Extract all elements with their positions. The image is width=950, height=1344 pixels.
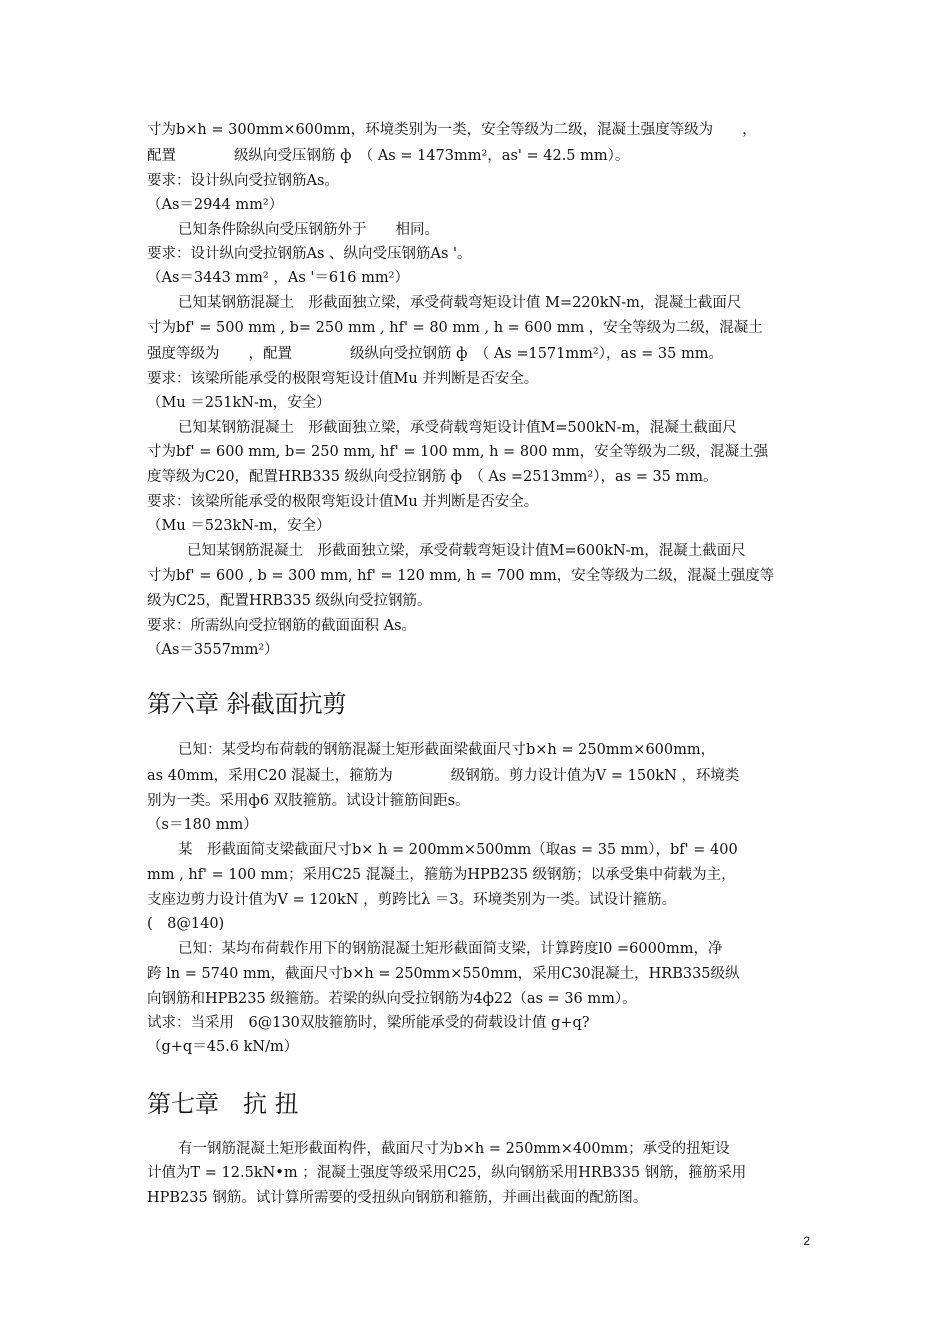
answer-line: （s＝180 mm）	[147, 817, 258, 833]
text-line: 寸为b×h = 300mm×600mm，环境类别为一类，安全等级为二级，混凝土强度等级为 ，	[147, 122, 757, 138]
text-line: 别为一类。采用ф6 双肢箍筋。试设计箍筋间距s。	[147, 793, 470, 809]
text-line: 计值为T = 12.5kN•m ；混凝土强度等级采用C25，纵向钢筋采用HRB335 钢筋，箍筋采用	[147, 1165, 747, 1181]
text-line: 有一钢筋混凝土矩形截面构件，截面尺寸为b×h = 250mm×400mm；承受的扭矩设	[178, 1141, 730, 1157]
text-line: 要求：该梁所能承受的极限弯矩设计值Mu 并判断是否安全。	[147, 494, 539, 510]
text-line: 支座边剪力设计值为V = 120kN ，剪跨比λ ＝3。环境类别为一类。试设计箍筋。	[147, 892, 677, 908]
text-line: 已知：某均布荷载作用下的钢筋混凝土矩形截面简支梁，计算跨度l0 =6000mm，净	[178, 941, 723, 957]
text-line: 寸为bf' = 600 , b = 300 mm, hf' = 120 mm, h = 700 mm，安全等级为二级，混凝土强度等	[147, 568, 775, 584]
text-line: 已知某钢筋混凝土 形截面独立梁，承受荷载弯矩设计值M=600kN-m，混凝土截面尺	[187, 543, 746, 559]
text-line: 某 形截面简支梁截面尺寸b× h = 200mm×500mm（取as = 35 mm），bf' = 400	[178, 842, 738, 858]
answer-line: （g+q＝45.6 kN/m）	[147, 1039, 299, 1055]
text-line: as 40mm，采用C20 混凝土，箍筋为 级钢筋。剪力设计值为V = 150kN ，环境类	[147, 768, 740, 784]
page-number: 2	[803, 1234, 810, 1248]
text-line: 已知某钢筋混凝土 形截面独立梁，承受荷载弯矩设计值 M=220kN-m，混凝土截面尺	[178, 295, 742, 311]
text-line: mm , hf' = 100 mm；采用C25 混凝土，箍筋为HPB235 级钢筋；以承受集中荷载为主，	[147, 867, 736, 883]
text-line: 级为C25，配置HRB335 级纵向受拉钢筋。	[147, 593, 432, 609]
text-line: 已知：某受均布荷载的钢筋混凝土矩形截面梁截面尺寸b×h = 250mm×600mm，	[178, 742, 716, 758]
text-line: 配置 级纵向受压钢筋 ф （ As = 1473mm²，as' = 42.5 mm）。	[147, 148, 630, 164]
text-line: 试求：当采用 6@130双肢箍筋时，梁所能承受的荷载设计值 g+q?	[147, 1015, 590, 1031]
text-line: 寸为bf' = 500 mm , b= 250 mm , hf' = 80 mm , h = 600 mm ，安全等级为二级，混凝土	[147, 320, 763, 336]
answer-line: （Mu ＝251kN-m，安全）	[147, 395, 331, 411]
text-line: 要求：该梁所能承受的极限弯矩设计值Mu 并判断是否安全。	[147, 371, 539, 387]
chapter-heading: 第六章 斜截面抗剪	[147, 690, 347, 718]
text-line: 强度等级为 ，配置 级纵向受拉钢筋 ф （ As =1571mm²），as = 35 mm。	[147, 346, 723, 362]
text-line: 已知某钢筋混凝土 形截面独立梁，承受荷载弯矩设计值M=500kN-m，混凝土截面尺	[178, 420, 737, 436]
text-line: 跨 ln = 5740 mm，截面尺寸b×h = 250mm×550mm，采用C30混凝土，HRB335级纵	[147, 966, 740, 982]
answer-line: ( 8@140)	[147, 916, 225, 932]
chapter-heading: 第七章 抗 扭	[147, 1090, 299, 1118]
text-line: 要求：设计纵向受拉钢筋As 、纵向受压钢筋As '。	[147, 246, 472, 262]
text-line: HPB235 钢筋。试计算所需要的受扭纵向钢筋和箍筋，并画出截面的配筋图。	[147, 1190, 648, 1206]
text-line: 度等级为C20，配置HRB335 级纵向受拉钢筋 ф （ As =2513mm²），as = 35 mm。	[147, 469, 718, 485]
text-line: 要求：设计纵向受拉钢筋As。	[147, 173, 339, 189]
text-line: 要求：所需纵向受拉钢筋的截面面积 As。	[147, 618, 417, 634]
answer-line: （As＝3557mm²）	[147, 642, 279, 658]
text-line: 已知条件除纵向受压钢筋外于 相同。	[178, 222, 439, 238]
text-line: 寸为bf' = 600 mm, b= 250 mm, hf' = 100 mm, h = 800 mm，安全等级为二级，混凝土强	[147, 444, 769, 460]
text-line: 向钢筋和HPB235 级箍筋。若梁的纵向受拉钢筋为4ф22（as = 36 mm）。	[147, 991, 637, 1007]
answer-line: （Mu ＝523kN-m，安全）	[147, 518, 331, 534]
answer-line: （As＝2944 mm²）	[147, 197, 284, 213]
answer-line: （As＝3443 mm² ，As '＝616 mm²）	[147, 270, 409, 286]
